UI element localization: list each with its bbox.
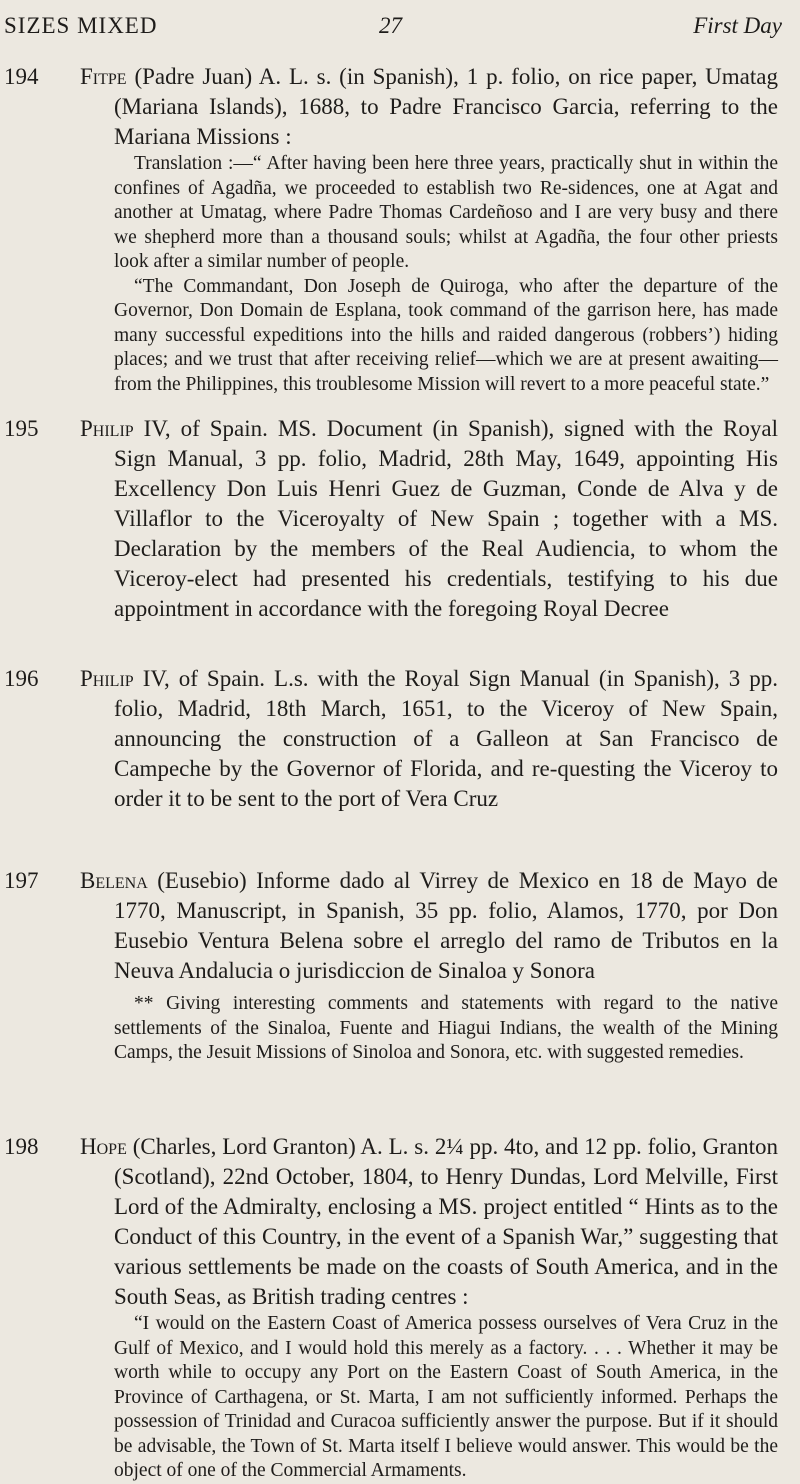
lot-number: 194 bbox=[4, 64, 39, 89]
lot-quotation: “I would on the Eastern Coast of America possess ourselves of Vera Cruz in the Gulf of Mexico, and I would hold this merely as a factory. . . . Whether it may be worth while to occupy any Port on the Eastern Coast of South America, in the Province of Carthagena, or St. Marta, I am not sufficiently informed. Perhaps the possession of Trinidad and Curacoa sufficiently answer the purpose. But if it should be advisable, the Town of St. Marta itself I believe would answer. This would be the object of one of the Commercial Armaments. bbox=[114, 1313, 778, 1481]
lot-main-text: (Padre Juan) A. L. s. (in Spanish), 1 p. folio, on rice paper, Umatag (Mariana Islands), 1688, to Padre Francisco Garcia, referring to the Mariana Missions : bbox=[114, 64, 778, 149]
lot-author: Fitpe bbox=[80, 64, 127, 89]
lot-main-text: (Charles, Lord Granton) A. L. s. 2¼ pp. 4to, and 12 pp. folio, Granton (Scotland), 22nd October, 1804, to Henry Dundas, Lord Melville, First Lord of the Admiralty, enclosing a MS. project entitled “ Hints as to the Conduct of this Country, in the event of a Spanish War,” suggesting that various settlements be made on the coasts of South America, and in the South Seas, as British trading centres : bbox=[114, 1134, 778, 1309]
lot-number: 195 bbox=[4, 416, 39, 441]
header-day-title: First Day bbox=[693, 13, 782, 38]
lot-description bbox=[80, 664, 778, 814]
lot-main-text: IV, of Spain. L.s. with the Royal Sign Manual (in Spanish), 3 pp. folio, Madrid, 18th March, 1651, to the Viceroy of New Spain, announcing the construction of a Galleon at San Francisco de Campeche by the Governor of Florida, and re-questing the Viceroy to order it to be sent to the port of Vera Cruz bbox=[114, 666, 778, 811]
lot-note: *⁣* Giving interesting comments and statements with regard to the native settlements of the Sinaloa, Fuente and Hiagui Indians, the wealth of the Mining Camps, the Jesuit Missions of Sinoloa and Sonora, etc. with suggested remedies. bbox=[114, 993, 778, 1063]
lot-main-text: IV, of Spain. MS. Document (in Spanish), signed with the Royal Sign Manual, 3 pp. folio, Madrid, 28th May, 1649, appointing His Excellency Don Luis Henri Guez de Guzman, Conde de Alva y de Villaflor to the Viceroyalty of New Spain ; together with a MS. Declaration by the members of the Real Audiencia, to whom the Viceroy-elect had presented his credentials, testifying to his due appointment in accordance with the foregoing Royal Decree bbox=[114, 416, 778, 621]
lot-number: 196 bbox=[4, 666, 39, 691]
lot-author: Philip bbox=[80, 666, 134, 691]
lot-number: 198 bbox=[4, 1134, 39, 1159]
lot-main-text: (Eusebio) Informe dado al Virrey de Mexico en 18 de Mayo de 1770, Manuscript, in Spanish, 35 pp. folio, Alamos, 1770, por Don Eusebio Ventura Belena sobre el arreglo del ramo de Tributos en la Neuva Andalucia o jurisdiccion de Sinaloa y Sonora bbox=[114, 868, 778, 983]
lot-description bbox=[80, 414, 778, 624]
lot-number: 197 bbox=[4, 868, 39, 893]
lot-description bbox=[80, 1132, 778, 1312]
lot-author: Hope bbox=[80, 1134, 127, 1159]
lot-quotation: “The Commandant, Don Joseph de Quiroga, who after the departure of the Governor, Don Domain de Esplana, took command of the garrison here, has made many successful expeditions into the hills and raided dangerous (robbers’) hiding places; and we trust that after receiving relief—which we are at present awaiting—from the Philippines, this troublesome Mission will revert to a more peaceful state.” bbox=[114, 275, 778, 395]
lot-description bbox=[80, 62, 778, 152]
lot-translation: Translation :—“ After having been here three years, practically shut in within the confines of Agadña, we proceeded to establish two Re-sidences, one at Agat and another at Umatag, where Padre Thomas Cardeñoso and I are very busy and there we shepherd more than a thousand souls; whilst at Agadña, the four other priests look after a similar number of people. bbox=[114, 153, 778, 272]
header-section-title: SIZES MIXED bbox=[4, 13, 158, 38]
lot-author: Belena bbox=[80, 868, 148, 893]
lot-author: Philip bbox=[80, 416, 134, 441]
lot-description bbox=[80, 866, 778, 986]
page-number: 27 bbox=[379, 13, 402, 38]
page-header bbox=[4, 6, 782, 46]
